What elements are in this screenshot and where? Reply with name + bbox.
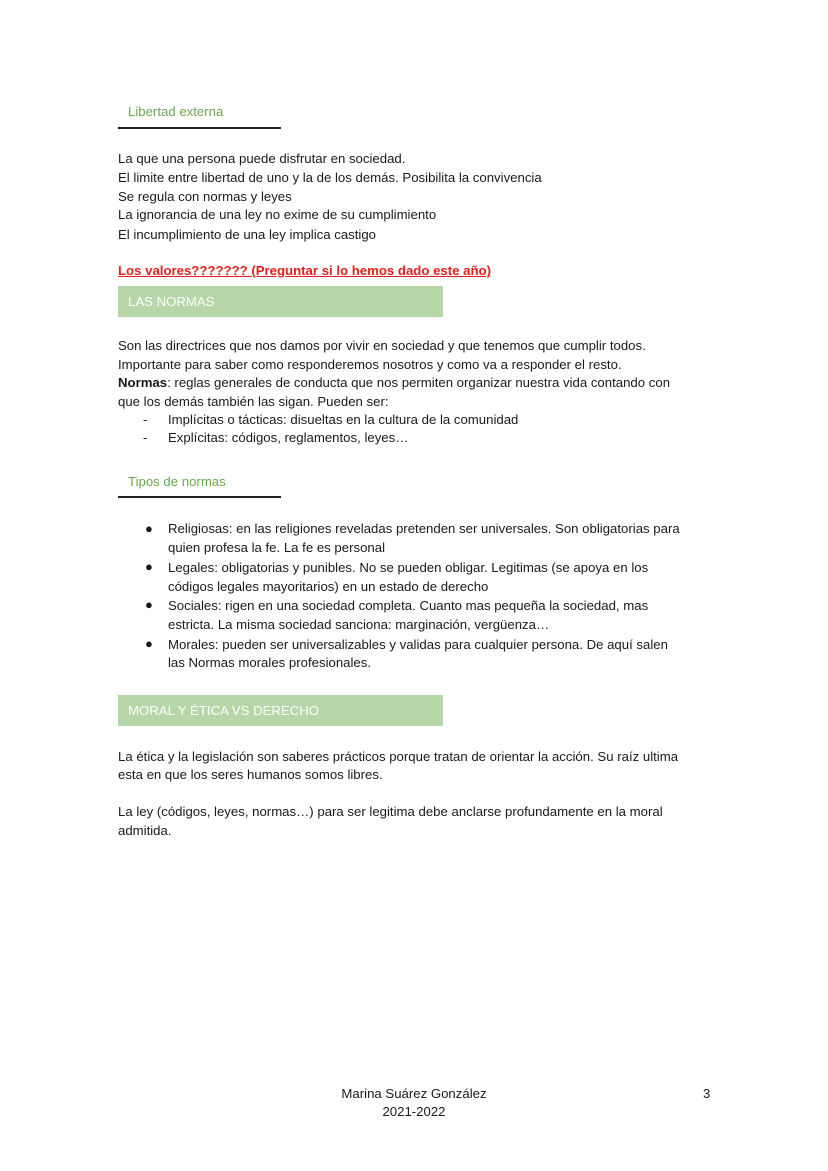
bullet-line: quien profesa la fe. La fe es personal bbox=[168, 540, 386, 555]
normas-definition bbox=[118, 374, 670, 393]
text-line: Importante para saber como responderemos nosotros y como va a responder el resto. bbox=[118, 357, 622, 372]
bullet-icon: ● bbox=[145, 597, 153, 612]
text-line: La que una persona puede disfrutar en sociedad. bbox=[118, 151, 406, 166]
text-line: El incumplimiento de una ley implica castigo bbox=[118, 227, 377, 242]
text-line: La ignorancia de una ley no exime de su cumplimiento bbox=[118, 207, 437, 222]
section-band-moral-etica: MORAL Y ÉTICA VS DERECHO bbox=[118, 695, 443, 726]
footer-years: 2021-2022 bbox=[382, 1104, 446, 1119]
text-line: La ética y la legislación son saberes prácticos porque tratan de orientar la acción. Su raíz ultima bbox=[118, 749, 679, 764]
normas-rest: : reglas generales de conducta que nos permiten organizar nuestra vida contando con bbox=[167, 375, 671, 390]
text-line: esta en que los seres humanos somos libres. bbox=[118, 767, 383, 782]
heading-underline bbox=[118, 127, 281, 129]
bullet-icon: ● bbox=[145, 559, 153, 574]
bullet-icon: ● bbox=[145, 521, 153, 536]
text-line: Se regula con normas y leyes bbox=[118, 189, 292, 204]
red-note: Los valores??????? (Preguntar si lo hemos dado este año) bbox=[118, 263, 491, 278]
dash-marker: - bbox=[143, 430, 148, 445]
bullet-line: estricta. La misma sociedad sanciona: marginación, vergüenza… bbox=[168, 617, 550, 632]
bullet-line: las Normas morales profesionales. bbox=[168, 655, 372, 670]
bullet-line: Morales: pueden ser universalizables y validas para cualquier persona. De aquí salen bbox=[168, 637, 668, 652]
text-line: que los demás también las sigan. Pueden ser: bbox=[118, 394, 389, 409]
bullet-line: Religiosas: en las religiones reveladas pretenden ser universales. Son obligatorias para bbox=[168, 521, 680, 536]
dash-item: Implícitas o tácticas: disueltas en la cultura de la comunidad bbox=[168, 412, 519, 427]
dash-item: Explícitas: códigos, reglamentos, leyes… bbox=[168, 430, 409, 445]
dash-marker: - bbox=[143, 412, 148, 427]
text-line: La ley (códigos, leyes, normas…) para ser legitima debe anclarse profundamente en la moral bbox=[118, 804, 663, 819]
bullet-line: Sociales: rigen en una sociedad completa. Cuanto mas pequeña la sociedad, mas bbox=[168, 598, 649, 613]
heading-underline bbox=[118, 496, 281, 498]
heading-tipos-de-normas: Tipos de normas bbox=[128, 474, 226, 489]
bullet-line: Legales: obligatorias y punibles. No se pueden obligar. Legitimas (se apoya en los bbox=[168, 560, 649, 575]
text-line: admitida. bbox=[118, 823, 172, 838]
footer-author: Marina Suárez González bbox=[341, 1086, 487, 1101]
section-band-las-normas: LAS NORMAS bbox=[118, 286, 443, 317]
bullet-line: códigos legales mayoritarios) en un estado de derecho bbox=[168, 579, 489, 594]
heading-libertad-externa: Libertad externa bbox=[128, 104, 224, 119]
text-line: El limite entre libertad de uno y la de los demás. Posibilita la convivencia bbox=[118, 170, 542, 185]
bullet-icon: ● bbox=[145, 636, 153, 651]
normas-bold: Normas bbox=[118, 375, 168, 390]
text-line: Son las directrices que nos damos por vivir en sociedad y que tenemos que cumplir todos. bbox=[118, 338, 646, 353]
page-number: 3 bbox=[703, 1086, 711, 1101]
